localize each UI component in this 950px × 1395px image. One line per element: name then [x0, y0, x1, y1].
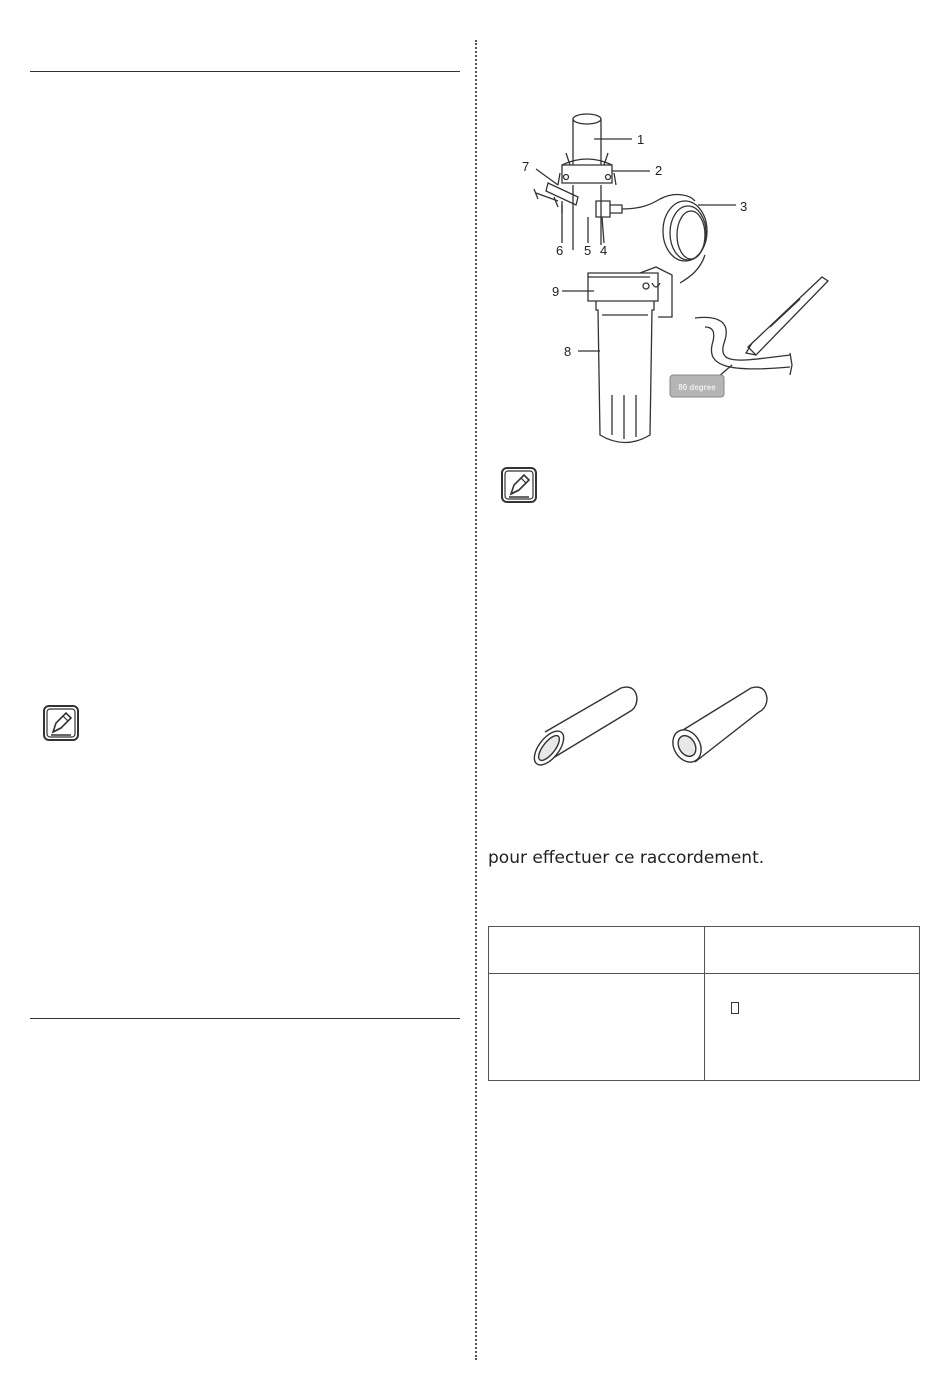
water-filter-installation-diagram — [500, 105, 840, 455]
callout-7: 7 — [522, 159, 530, 174]
section-rule-bottom — [30, 1018, 460, 1019]
table-row — [489, 974, 920, 1081]
table-cell — [489, 927, 705, 974]
callout-3: 3 — [740, 199, 748, 214]
table-row — [489, 927, 920, 974]
spec-table — [488, 926, 920, 1081]
table-cell — [704, 927, 920, 974]
section-rule-top — [30, 71, 460, 72]
column-divider — [475, 40, 477, 1360]
missing-glyph-mark — [731, 1002, 739, 1014]
table-cell — [704, 974, 920, 1081]
callout-9: 9 — [552, 284, 560, 299]
callout-2: 2 — [655, 163, 663, 178]
note-pencil-icon — [500, 466, 538, 504]
filter-tag-label: 80 degree — [678, 383, 716, 392]
pipe-angled-cut-icon — [525, 682, 645, 777]
callout-8: 8 — [564, 344, 572, 359]
callout-5: 5 — [584, 243, 592, 258]
table-cell — [489, 974, 705, 1081]
note-pencil-icon — [42, 704, 80, 742]
pipe-straight-cut-icon — [665, 682, 775, 777]
instruction-text: pour effectuer ce raccordement. — [488, 848, 765, 868]
callout-4: 4 — [600, 243, 608, 258]
callout-1: 1 — [637, 132, 645, 147]
callout-6: 6 — [556, 243, 564, 258]
